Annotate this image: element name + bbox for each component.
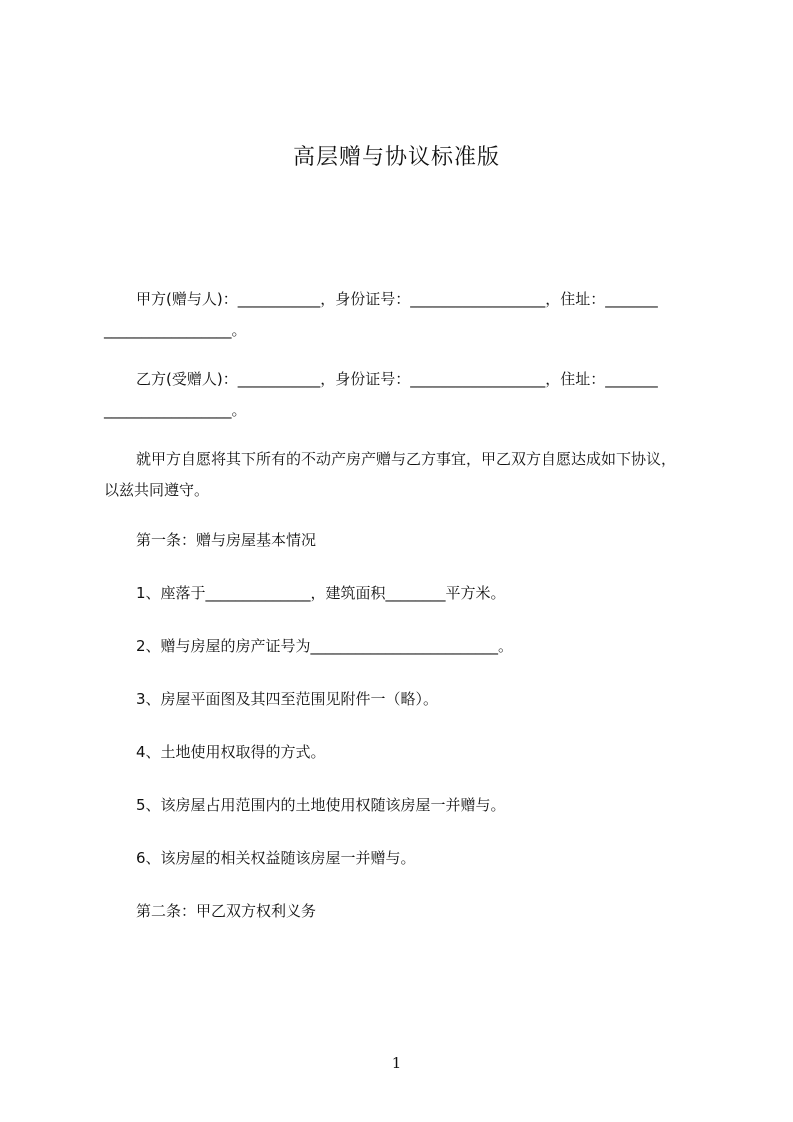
list-item: 1、座落于______________，建筑面积________平方米。 bbox=[136, 584, 506, 602]
party-a-paragraph bbox=[104, 284, 704, 346]
party-b-line-1: 乙方(受赠人)：___________，身份证号：__________________，住址：_______ bbox=[136, 370, 658, 388]
list-item: 2、赠与房屋的房产证号为_________________________。 bbox=[136, 637, 514, 655]
page-number: 1 bbox=[391, 1054, 402, 1072]
party-a-line-2: _________________。 bbox=[104, 321, 247, 339]
list-item: 5、该房屋占用范围内的土地使用权随该房屋一并赠与。 bbox=[136, 796, 506, 814]
list-item: 4、土地使用权取得的方式。 bbox=[136, 743, 326, 761]
list-item: 3、房屋平面图及其四至范围见附件一（略）。 bbox=[136, 690, 439, 708]
intro-line-1: 就甲方自愿将其下所有的不动产房产赠与乙方事宜，甲乙双方自愿达成如下协议， bbox=[136, 450, 677, 468]
party-a-line-1: 甲方(赠与人)：___________，身份证号：__________________，住址：_______ bbox=[136, 290, 658, 308]
document-title: 高层赠与协议标准版 bbox=[292, 145, 500, 170]
article-2-heading: 第二条：甲乙双方权利义务 bbox=[136, 902, 317, 920]
party-b-paragraph bbox=[104, 364, 704, 426]
list-item: 6、该房屋的相关权益随该房屋一并赠与。 bbox=[136, 849, 416, 867]
intro-paragraph bbox=[104, 444, 704, 506]
intro-line-2: 以兹共同遵守。 bbox=[104, 481, 210, 499]
party-b-line-2: _________________。 bbox=[104, 401, 247, 419]
article-1-heading: 第一条：赠与房屋基本情况 bbox=[136, 531, 317, 549]
